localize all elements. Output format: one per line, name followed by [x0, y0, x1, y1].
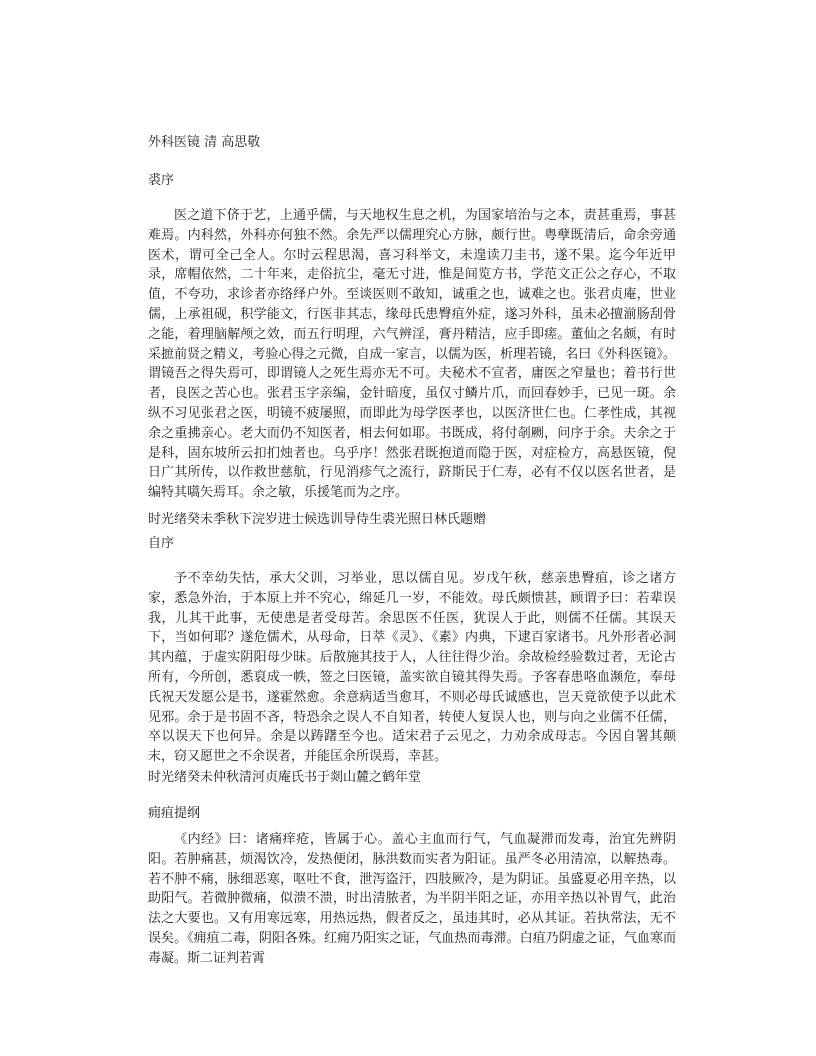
- preface2-body: 予不幸幼失怙，承大父训，习举业，思以儒自见。岁戊午秋，慈亲患臀疽，诊之诸方家，悉急外治，于本原上并不究心，绵延几一岁，不能效。母氏颇愦甚，顾谓予曰：若辈误我，儿其干此事，无使患是者受母苦。余思医不任医，犹误人于此，则儒不任儒。其误天下，当如何耶？遂危儒术，从母命，日萃《灵》、《素》内典，下逮百家诸书。凡外形者必洞其内蕴，于虚实阴阳母少昧。后散施其技于人，人往往得少治。余故检经验数过者，无论古所有，今所创，悉裒成一帙，签之曰医镜，盖实欲自镜其得失焉。予客春患咯血濒危，奉母氏祝天发愿公是书，遂霍然愈。余意病适当愈耳，不则必母氏诚感也，岂天竟欲使予以此术见邪。余于是书固不吝，特恐余之误人不自知者，转使人复误人也，则与向之业儒不任儒，卒以误天下也何异。余是以踌躇至今也。适宋君子云见之，力劝余成母志。今因自署其颠末，窃又愿世之不余误者，并能匡余所误焉，幸甚。: [148, 571, 676, 765]
- preface2-heading: 自序: [148, 536, 175, 551]
- preface2-signature: 时光绪癸未仲秋清河贞庵氏书于剡山麓之鹤年堂: [148, 770, 422, 785]
- preface1-heading: 裘序: [148, 173, 175, 188]
- section-heading: 痈疽提纲: [148, 806, 201, 821]
- preface1-body: 医之道下侪于艺，上通乎儒，与天地权生息之机，为国家培治与之本，责甚重焉，事甚难焉。内科然，外科亦何独不然。余先严以儒理究心方脉，颇行世。粤孽既清后，命余旁通医术，谓可全己全人。尔时云程思渴，喜习科举文，未遑读刀圭书，遂不果。迄今年近甲录，席帽依然，二十年来，走俗抗尘，毫无寸进，惟是间览方书，学范文正公之存心，不取值，不夸功，求诊者亦络绎户外。至谈医则不敢知，诚重之也，诚难之也。张君贞庵，世业儒，上承祖砚，积学能文，行医非其志，缘母氏患臀疽外症，遂习外科，虽未必擅湔肠刮骨之能，着理脑解颅之效，而五行明理，六气辨淫，膏丹精洁，应手即瘥。董仙之名颇，有时采摭前贤之精义，考验心得之元微，自成一家言，以儒为医，析理若镜，名曰《外科医镜》。谓镜吾之得失焉可，即谓镜人之死生焉亦无不可。夫秘术不宣者，庸医之窄量也；着书行世者，良医之苦心也。张君玉字亲编，金针暗度，虽仅寸鳞片爪，而回春妙手，已见一斑。余纵不习见张君之医，明镜不疲屡照，而即此为母学医孝也，以医济世仁也。仁孝性成，其视余之重拂亲心。老大而仍不知医者，相去何如耶。书既成，将付剞劂，问序于余。夫余之于是科，固东坡所云扣扪烛者也。乌乎序！然张君既抱道而隐于医，对症检方，高悬医镜，倪日广其所传，以作救世慈航，行见消疹气之流行，跻斯民于仁寿，必有不仅以医名世者，是编特其嚆矢焉耳。余之敏，乐援笔而为之序。: [148, 208, 676, 501]
- preface1-signature: 时光绪癸未季秋下浣岁进士候选训导侍生裘光照日林氏题赠: [148, 512, 487, 527]
- document-title: 外科医镜 清 高思敬: [148, 135, 261, 150]
- section-body: 《内经》曰：诸痛痒疮，皆属于心。盖心主血而行气，气血凝滞而发毒，治宜先辨阴阳。若肿痛甚，烦渴饮冷，发热便闭，脉洪数而实者为阳证。虽严冬必用清凉，以解热毒。若不肿不痛，脉细恶寒，呕吐不食，泄泻盗汗，四肢厥冷，是为阴证。虽盛夏必用辛热，以助阳气。若微肿微痛，似溃不溃，时出清脓者，为半阴半阳之证，亦用辛热以补胃气，此治法之大要也。又有用寒远寒，用热远热，假者反之，虽违其时，必从其证。若执常法，无不误矣。《痈疽二毒，阴阳各殊。红痈乃阳实之证，气血热而毒滞。白疽乃阴虚之证，气血寒而毒凝。斯二证判若霄: [148, 832, 676, 966]
